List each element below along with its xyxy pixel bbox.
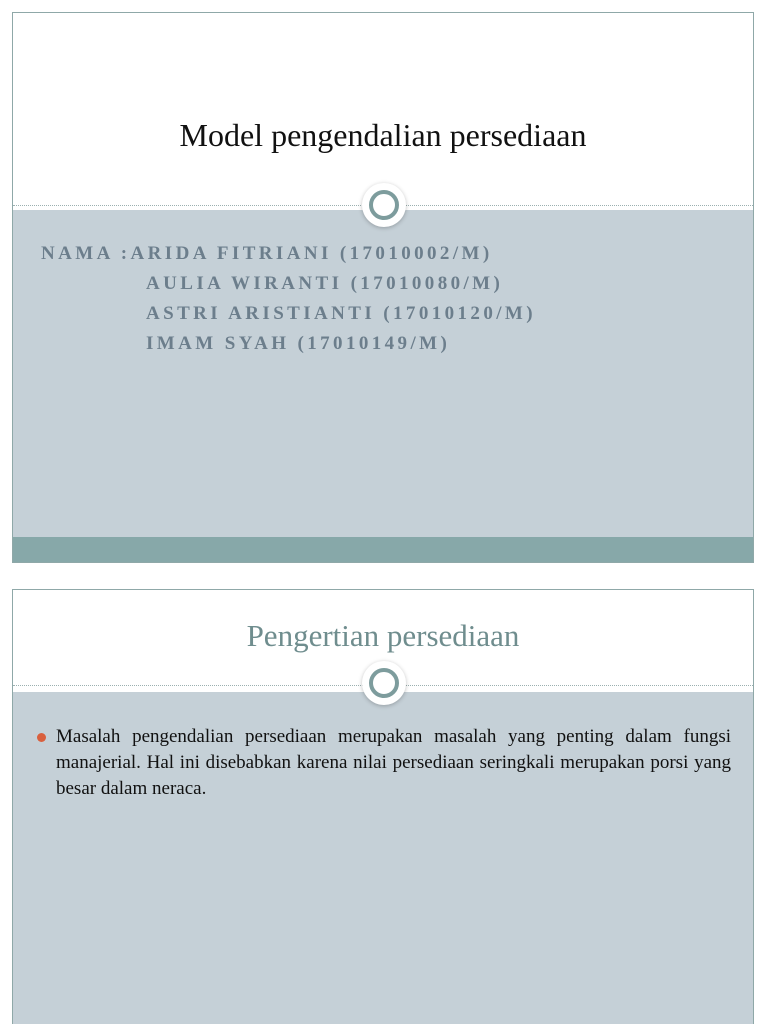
slide-2: [12, 589, 754, 1024]
name-item: ASTRI ARISTIANTI (17010120/M): [146, 303, 536, 324]
slide-1: [12, 12, 754, 563]
name-item: IMAM SYAH (17010149/M): [146, 333, 451, 354]
bullet-text: Masalah pengendalian persediaan merupakan masalah yang penting dalam fungsi manajerial. Hal ini disebabkan karena nilai persediaan seringkali merupakan porsi yang besar dalam neraca.: [56, 726, 731, 799]
name-item: AULIA WIRANTI (17010080/M): [146, 273, 504, 294]
slide-2-ring-icon: [362, 661, 406, 705]
names-row: [41, 239, 536, 269]
names-row: [41, 329, 536, 359]
names-prefix: NAMA :: [41, 243, 131, 264]
slide-2-title: Pengertian persediaan: [246, 618, 520, 653]
names-list: [41, 239, 536, 359]
names-row: [41, 269, 536, 299]
slide-1-header: [13, 13, 753, 205]
names-row: [41, 299, 536, 329]
bullet-item: [35, 724, 731, 802]
name-item: ARIDA FITRIANI (17010002/M): [130, 243, 493, 264]
ring-inner: [369, 190, 399, 220]
slide-1-ring-icon: [362, 183, 406, 227]
bullet-dot-icon: [37, 733, 46, 742]
slide-1-title: Model pengendalian persediaan: [179, 117, 587, 153]
ring-inner: [369, 668, 399, 698]
slide-1-footer-band: [13, 537, 753, 563]
